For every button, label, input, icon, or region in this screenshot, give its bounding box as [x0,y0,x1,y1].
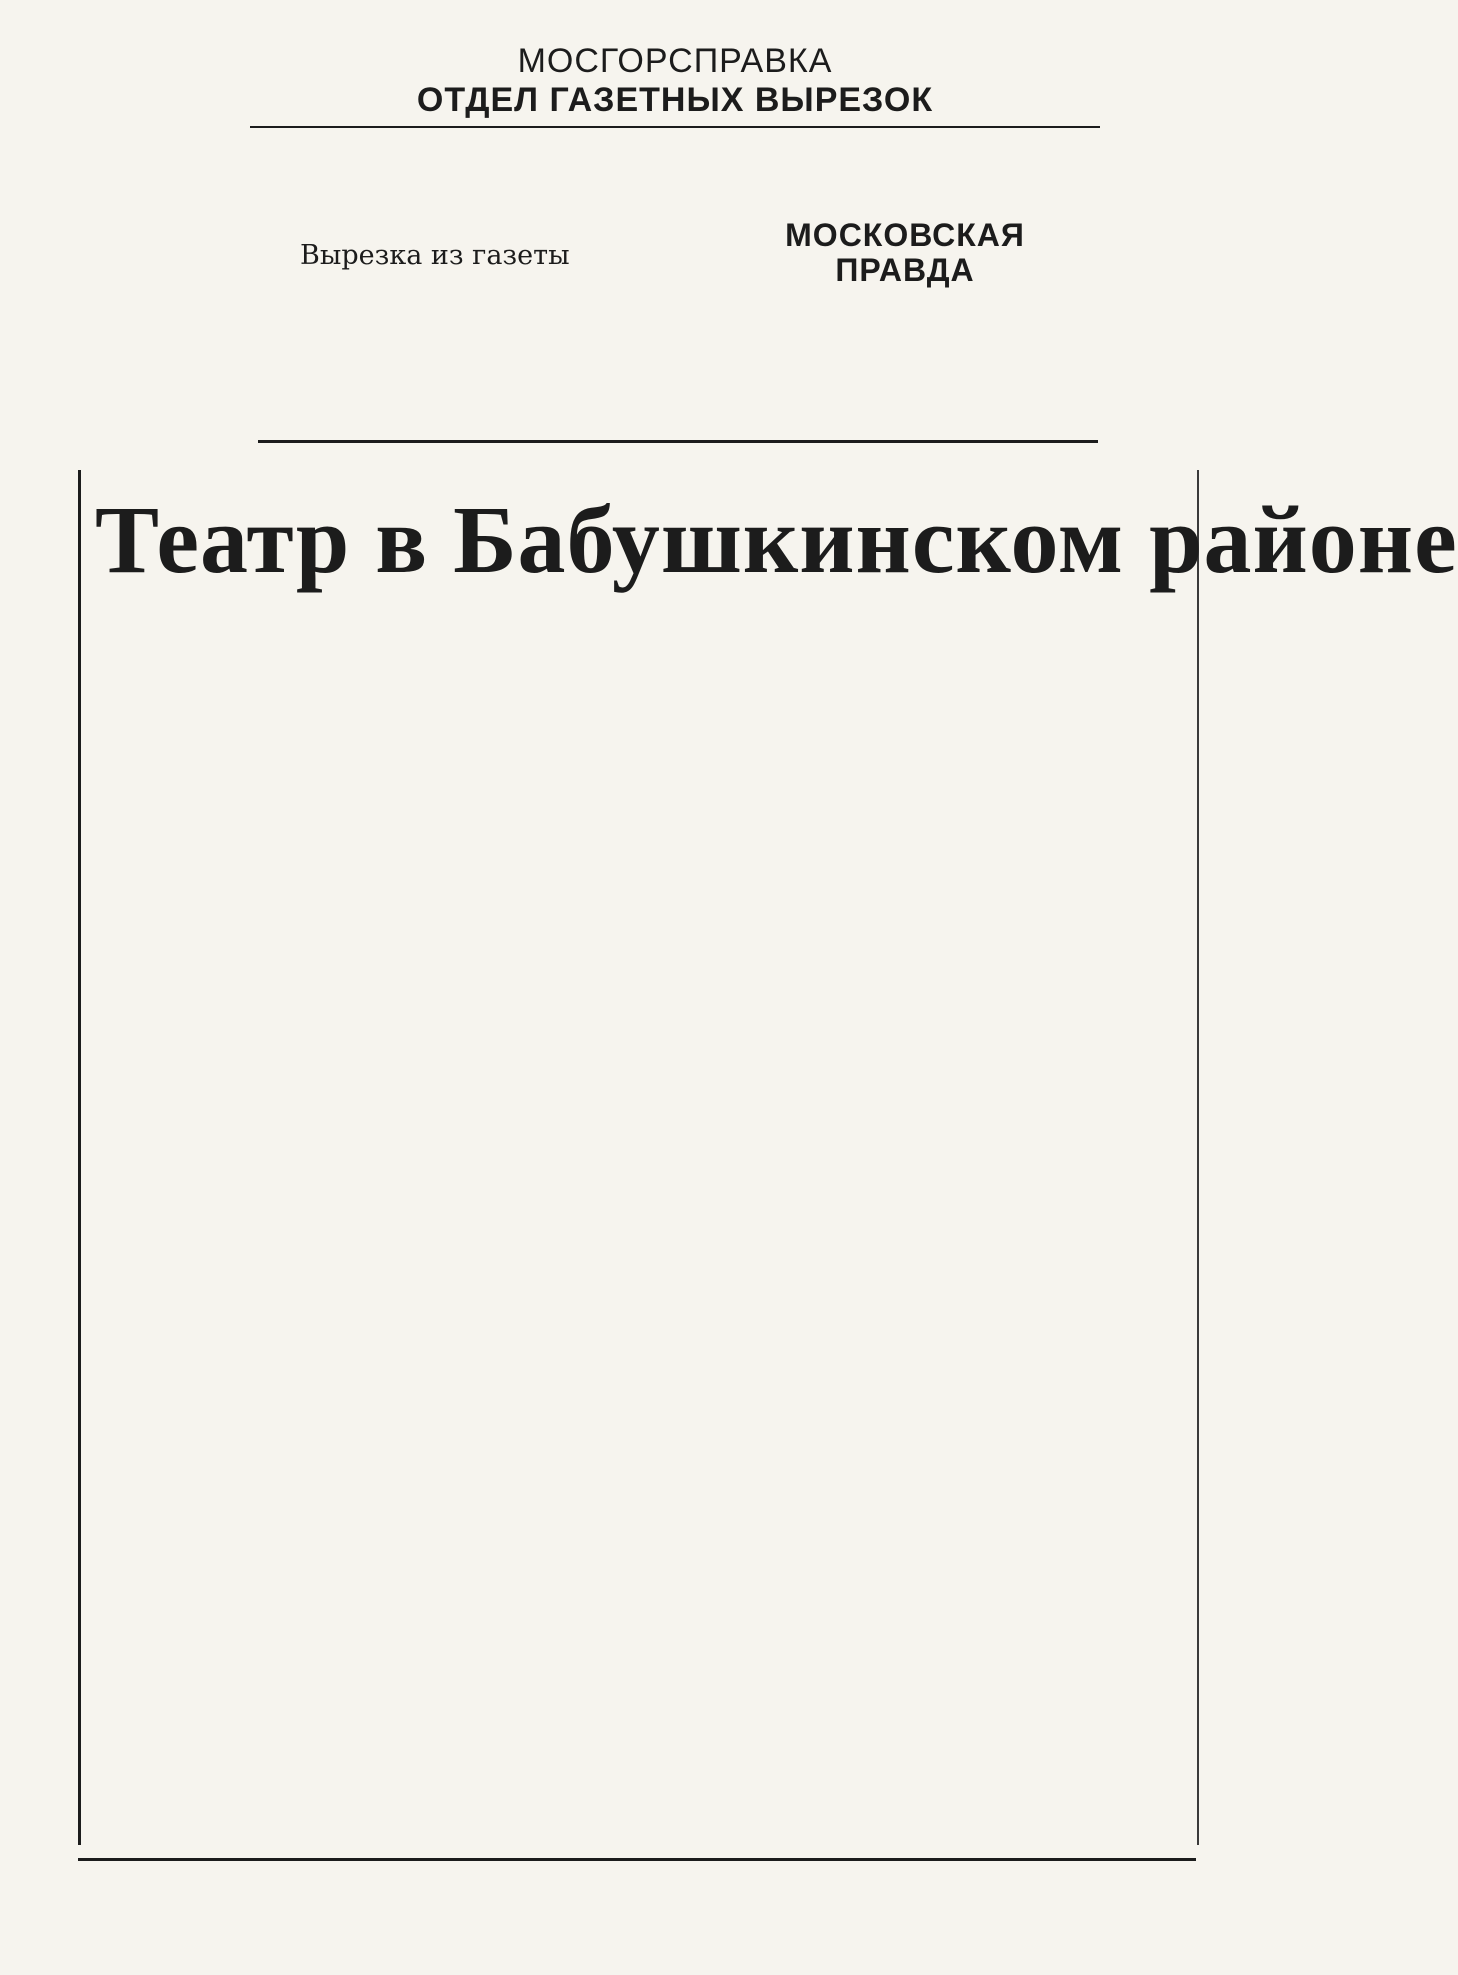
article-column-left [111,620,631,628]
department-name: ОТДЕЛ ГАЗЕТНЫХ ВЫРЕЗОК [416,81,934,120]
organization-name: МОСГОРСПРАВКА [517,42,833,80]
newspaper-name-line1: МОСКОВСКАЯ [785,217,1025,253]
article-column-right [661,620,1183,648]
footer-divider [78,1858,1196,1861]
newspaper-name-line2: ПРАВДА [835,252,975,289]
bureau-header [250,42,1100,128]
address-line [250,120,1100,128]
clipping-label: Вырезка из газеты [300,240,570,271]
article [78,470,1458,1845]
header-divider [258,440,1098,443]
newspaper-name [740,218,1070,288]
article-headline: Театр в Бабушкинском районе [95,486,1458,593]
